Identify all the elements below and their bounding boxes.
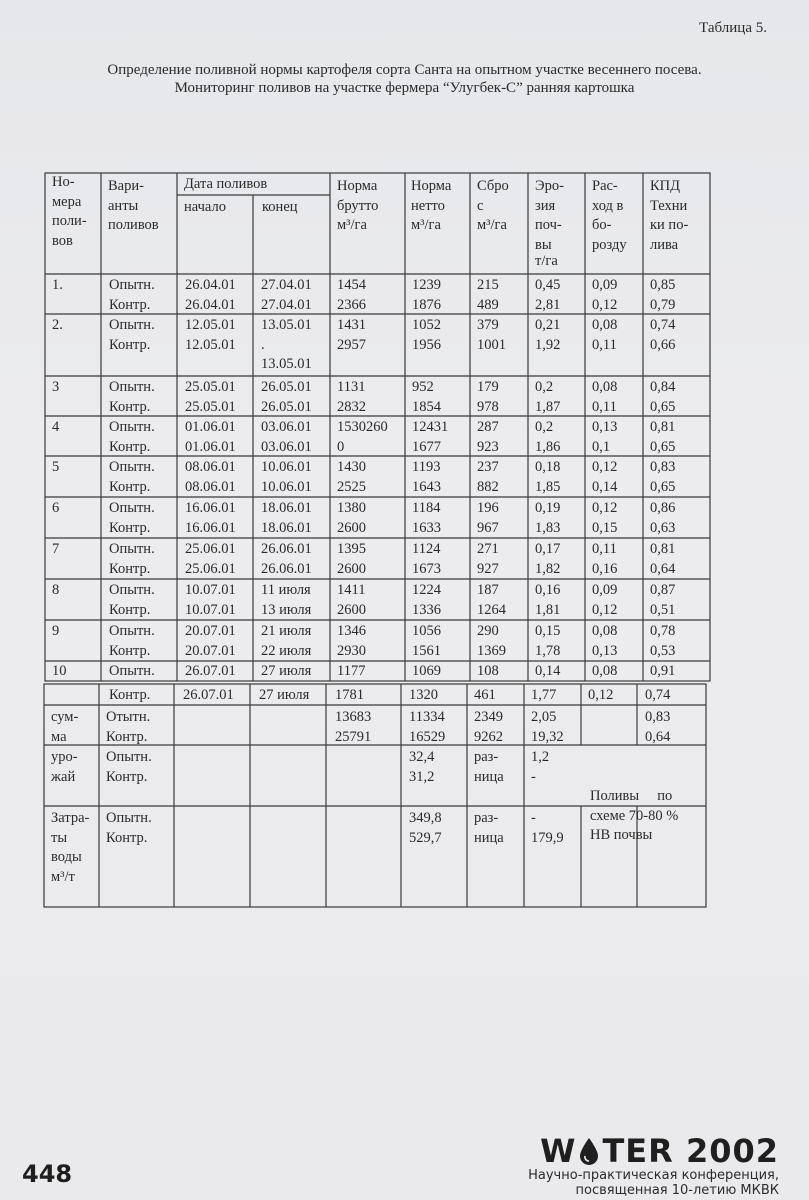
row-6-d: 196 967	[477, 500, 499, 536]
row-1-s: 26.04.01 26.04.01	[185, 277, 236, 313]
row-8-s: 10.07.01 10.07.01	[185, 582, 236, 618]
row-4-d: 287 923	[477, 419, 499, 455]
water-cost-net: 349,8 529,7	[409, 810, 442, 846]
row-10-s: 26.07.01	[185, 663, 236, 679]
row-8-n: 1224 1336	[412, 582, 441, 618]
row-9-e: 21 июля 22 июля	[261, 623, 312, 659]
row-6-num: 6	[52, 500, 60, 516]
row-7-num: 7	[52, 541, 60, 557]
row-2-num: 2.	[52, 317, 63, 333]
row-6-e: 18.06.01 18.06.01	[261, 500, 312, 536]
row-2-d: 379 1001	[477, 317, 506, 353]
row-9-s: 20.07.01 20.07.01	[185, 623, 236, 659]
row-7-v: Опытн. Контр.	[109, 541, 155, 577]
row-3-d: 179 978	[477, 379, 499, 415]
row-6-n: 1184 1633	[412, 500, 441, 536]
water-drop-icon	[577, 1136, 601, 1166]
row-8-f: 0,09 0,12	[592, 582, 618, 618]
row-6-v: Опытн. Контр.	[109, 500, 155, 536]
row-5-v: Опытн. Контр.	[109, 459, 155, 495]
header-end: конец	[262, 199, 298, 215]
row-7-e: 26.06.01 26.06.01	[261, 541, 312, 577]
row-10-n: 1069	[412, 663, 441, 679]
row-5-r: 0,18 1,85	[535, 459, 561, 495]
row-1-n: 1239 1876	[412, 277, 441, 313]
cont-discharge: 461	[474, 687, 496, 703]
row-9-r: 0,15 1,78	[535, 623, 561, 659]
row-10-f: 0,08	[592, 663, 618, 679]
row-2-k: 0,74 0,66	[650, 317, 676, 353]
cont-net: 1320	[409, 687, 438, 703]
row-2-v: Опытн. Контр.	[109, 317, 155, 353]
water-cost-erosion: - 179,9	[531, 810, 564, 846]
yield-note: Поливы по схеме 70-80 % НВ почвы	[590, 788, 679, 843]
row-1-r: 0,45 2,81	[535, 277, 561, 313]
yield-difference-label: раз- ница	[474, 749, 504, 785]
cont-efficiency: 0,74	[645, 687, 671, 703]
header-flow: Рас- ход в бо- розду	[592, 178, 627, 253]
row-10-k: 0,91	[650, 663, 676, 679]
header-efficiency: КПД Техни ки по- лива	[650, 178, 689, 253]
row-4-f: 0,13 0,1	[592, 419, 618, 455]
row-5-e: 10.06.01 10.06.01	[261, 459, 312, 495]
row-3-s: 25.05.01 25.05.01	[185, 379, 236, 415]
table-title-line1: Определение поливной нормы картофеля сорта Санта на опытном участке весеннего посева.	[107, 62, 702, 78]
row-10-e: 27 июля	[261, 663, 312, 679]
row-7-s: 25.06.01 25.06.01	[185, 541, 236, 577]
row-7-n: 1124 1673	[412, 541, 441, 577]
row-8-r: 0,16 1,81	[535, 582, 561, 618]
row-5-k: 0,83 0,65	[650, 459, 676, 495]
row-2-f: 0,08 0,11	[592, 317, 618, 353]
row-1-d: 215 489	[477, 277, 499, 313]
cont-variant: Контр.	[109, 687, 151, 703]
yield-label: уро- жай	[51, 749, 78, 785]
conference-caption: Научно-практическая конференция, посвященная 10-летию МКВК	[528, 1168, 779, 1198]
row-8-num: 8	[52, 582, 60, 598]
cont-flow: 0,12	[588, 687, 614, 703]
row-10-r: 0,14	[535, 663, 561, 679]
yield-erosion: 1,2 -	[531, 749, 550, 785]
row-6-k: 0,86 0,63	[650, 500, 676, 536]
header-number: Но- мера поли- вов	[52, 174, 87, 249]
cont-start: 26.07.01	[183, 687, 234, 703]
row-10-d: 108	[477, 663, 499, 679]
row-6-g: 1380 2600	[337, 500, 366, 536]
row-3-e: 26.05.01 26.05.01	[261, 379, 312, 415]
row-4-g: 1530260 0	[337, 419, 388, 455]
header-net: Норма нетто м³/га	[411, 178, 452, 233]
row-7-k: 0,81 0,64	[650, 541, 676, 577]
row-9-f: 0,08 0,13	[592, 623, 618, 659]
row-10-v: Опытн.	[109, 663, 155, 679]
table-number: Таблица 5.	[699, 20, 767, 36]
summary-net: 11334 16529	[409, 709, 446, 745]
summary-label: сум- ма	[51, 709, 79, 745]
row-9-d: 290 1369	[477, 623, 506, 659]
row-7-d: 271 927	[477, 541, 499, 577]
water-cost-difference-label: раз- ница	[474, 810, 504, 846]
row-8-g: 1411 2600	[337, 582, 366, 618]
row-1-e: 27.04.01 27.04.01	[261, 277, 312, 313]
row-4-n: 12431 1677	[412, 419, 449, 455]
row-2-s: 12.05.01 12.05.01	[185, 317, 236, 353]
yield-net: 32,4 31,2	[409, 749, 435, 785]
water-cost-variants: Опытн. Контр.	[106, 810, 152, 846]
row-2-g: 1431 2957	[337, 317, 366, 353]
row-3-r: 0,2 1,87	[535, 379, 561, 415]
row-3-k: 0,84 0,65	[650, 379, 676, 415]
row-1-g: 1454 2366	[337, 277, 366, 313]
water-2002-logo: W TER 2002	[540, 1132, 779, 1170]
header-date-group: Дата поливов	[184, 176, 268, 192]
row-5-num: 5	[52, 459, 60, 475]
row-5-d: 237 882	[477, 459, 499, 495]
row-9-n: 1056 1561	[412, 623, 441, 659]
row-3-n: 952 1854	[412, 379, 441, 415]
row-5-g: 1430 2525	[337, 459, 366, 495]
row-5-f: 0,12 0,14	[592, 459, 618, 495]
summary-gross: 13683 25791	[335, 709, 372, 745]
row-4-e: 03.06.01 03.06.01	[261, 419, 312, 455]
row-1-num: 1.	[52, 277, 63, 293]
row-8-k: 0,87 0,51	[650, 582, 676, 618]
header-gross: Норма брутто м³/га	[337, 178, 379, 233]
row-2-e: 13.05.01 . 13.05.01	[261, 317, 312, 372]
row-10-num: 10	[52, 663, 67, 679]
row-3-num: 3	[52, 379, 60, 395]
row-6-r: 0,19 1,83	[535, 500, 561, 536]
row-6-f: 0,12 0,15	[592, 500, 618, 536]
header-discharge: Сбро с м³/га	[477, 178, 509, 233]
row-4-k: 0,81 0,65	[650, 419, 676, 455]
row-4-s: 01.06.01 01.06.01	[185, 419, 236, 455]
row-1-v: Опытн. Контр.	[109, 277, 155, 313]
row-4-num: 4	[52, 419, 60, 435]
summary-discharge: 2349 9262	[474, 709, 503, 745]
row-2-r: 0,21 1,92	[535, 317, 561, 353]
summary-efficiency: 0,83 0,64	[645, 709, 671, 745]
table-title-line2: Мониторинг поливов на участке фермера “Улугбек-С” ранняя картошка	[174, 80, 635, 96]
row-9-g: 1346 2930	[337, 623, 366, 659]
row-1-k: 0,85 0,79	[650, 277, 676, 313]
cont-end: 27 июля	[259, 687, 310, 703]
cont-erosion: 1,77	[531, 687, 557, 703]
row-2-n: 1052 1956	[412, 317, 441, 353]
row-7-f: 0,11 0,16	[592, 541, 618, 577]
page-number: 448	[22, 1160, 73, 1188]
cont-gross: 1781	[335, 687, 364, 703]
row-10-g: 1177	[337, 663, 366, 679]
row-8-e: 11 июля 13 июля	[261, 582, 312, 618]
row-4-r: 0,2 1,86	[535, 419, 561, 455]
row-1-f: 0,09 0,12	[592, 277, 618, 313]
water-cost-label: Затра- ты воды м³/т	[51, 810, 90, 885]
row-9-num: 9	[52, 623, 60, 639]
row-4-v: Опытн. Контр.	[109, 419, 155, 455]
row-5-s: 08.06.01 08.06.01	[185, 459, 236, 495]
row-5-n: 1193 1643	[412, 459, 441, 495]
row-6-s: 16.06.01 16.06.01	[185, 500, 236, 536]
header-start: начало	[184, 199, 226, 215]
yield-variants: Опытн. Контр.	[106, 749, 152, 785]
summary-erosion: 2,05 19,32	[531, 709, 564, 745]
row-3-g: 1131 2832	[337, 379, 366, 415]
row-8-d: 187 1264	[477, 582, 506, 618]
row-8-v: Опытн. Контр.	[109, 582, 155, 618]
row-3-v: Опытн. Контр.	[109, 379, 155, 415]
row-9-k: 0,78 0,53	[650, 623, 676, 659]
row-3-f: 0,08 0,11	[592, 379, 618, 415]
row-7-r: 0,17 1,82	[535, 541, 561, 577]
header-variant: Вари- анты поливов	[108, 178, 159, 233]
row-9-v: Опытн. Контр.	[109, 623, 155, 659]
summary-variants: Отытн. Контр.	[106, 709, 151, 745]
header-erosion: Эро- зия поч- вы т/га	[535, 178, 564, 269]
row-7-g: 1395 2600	[337, 541, 366, 577]
